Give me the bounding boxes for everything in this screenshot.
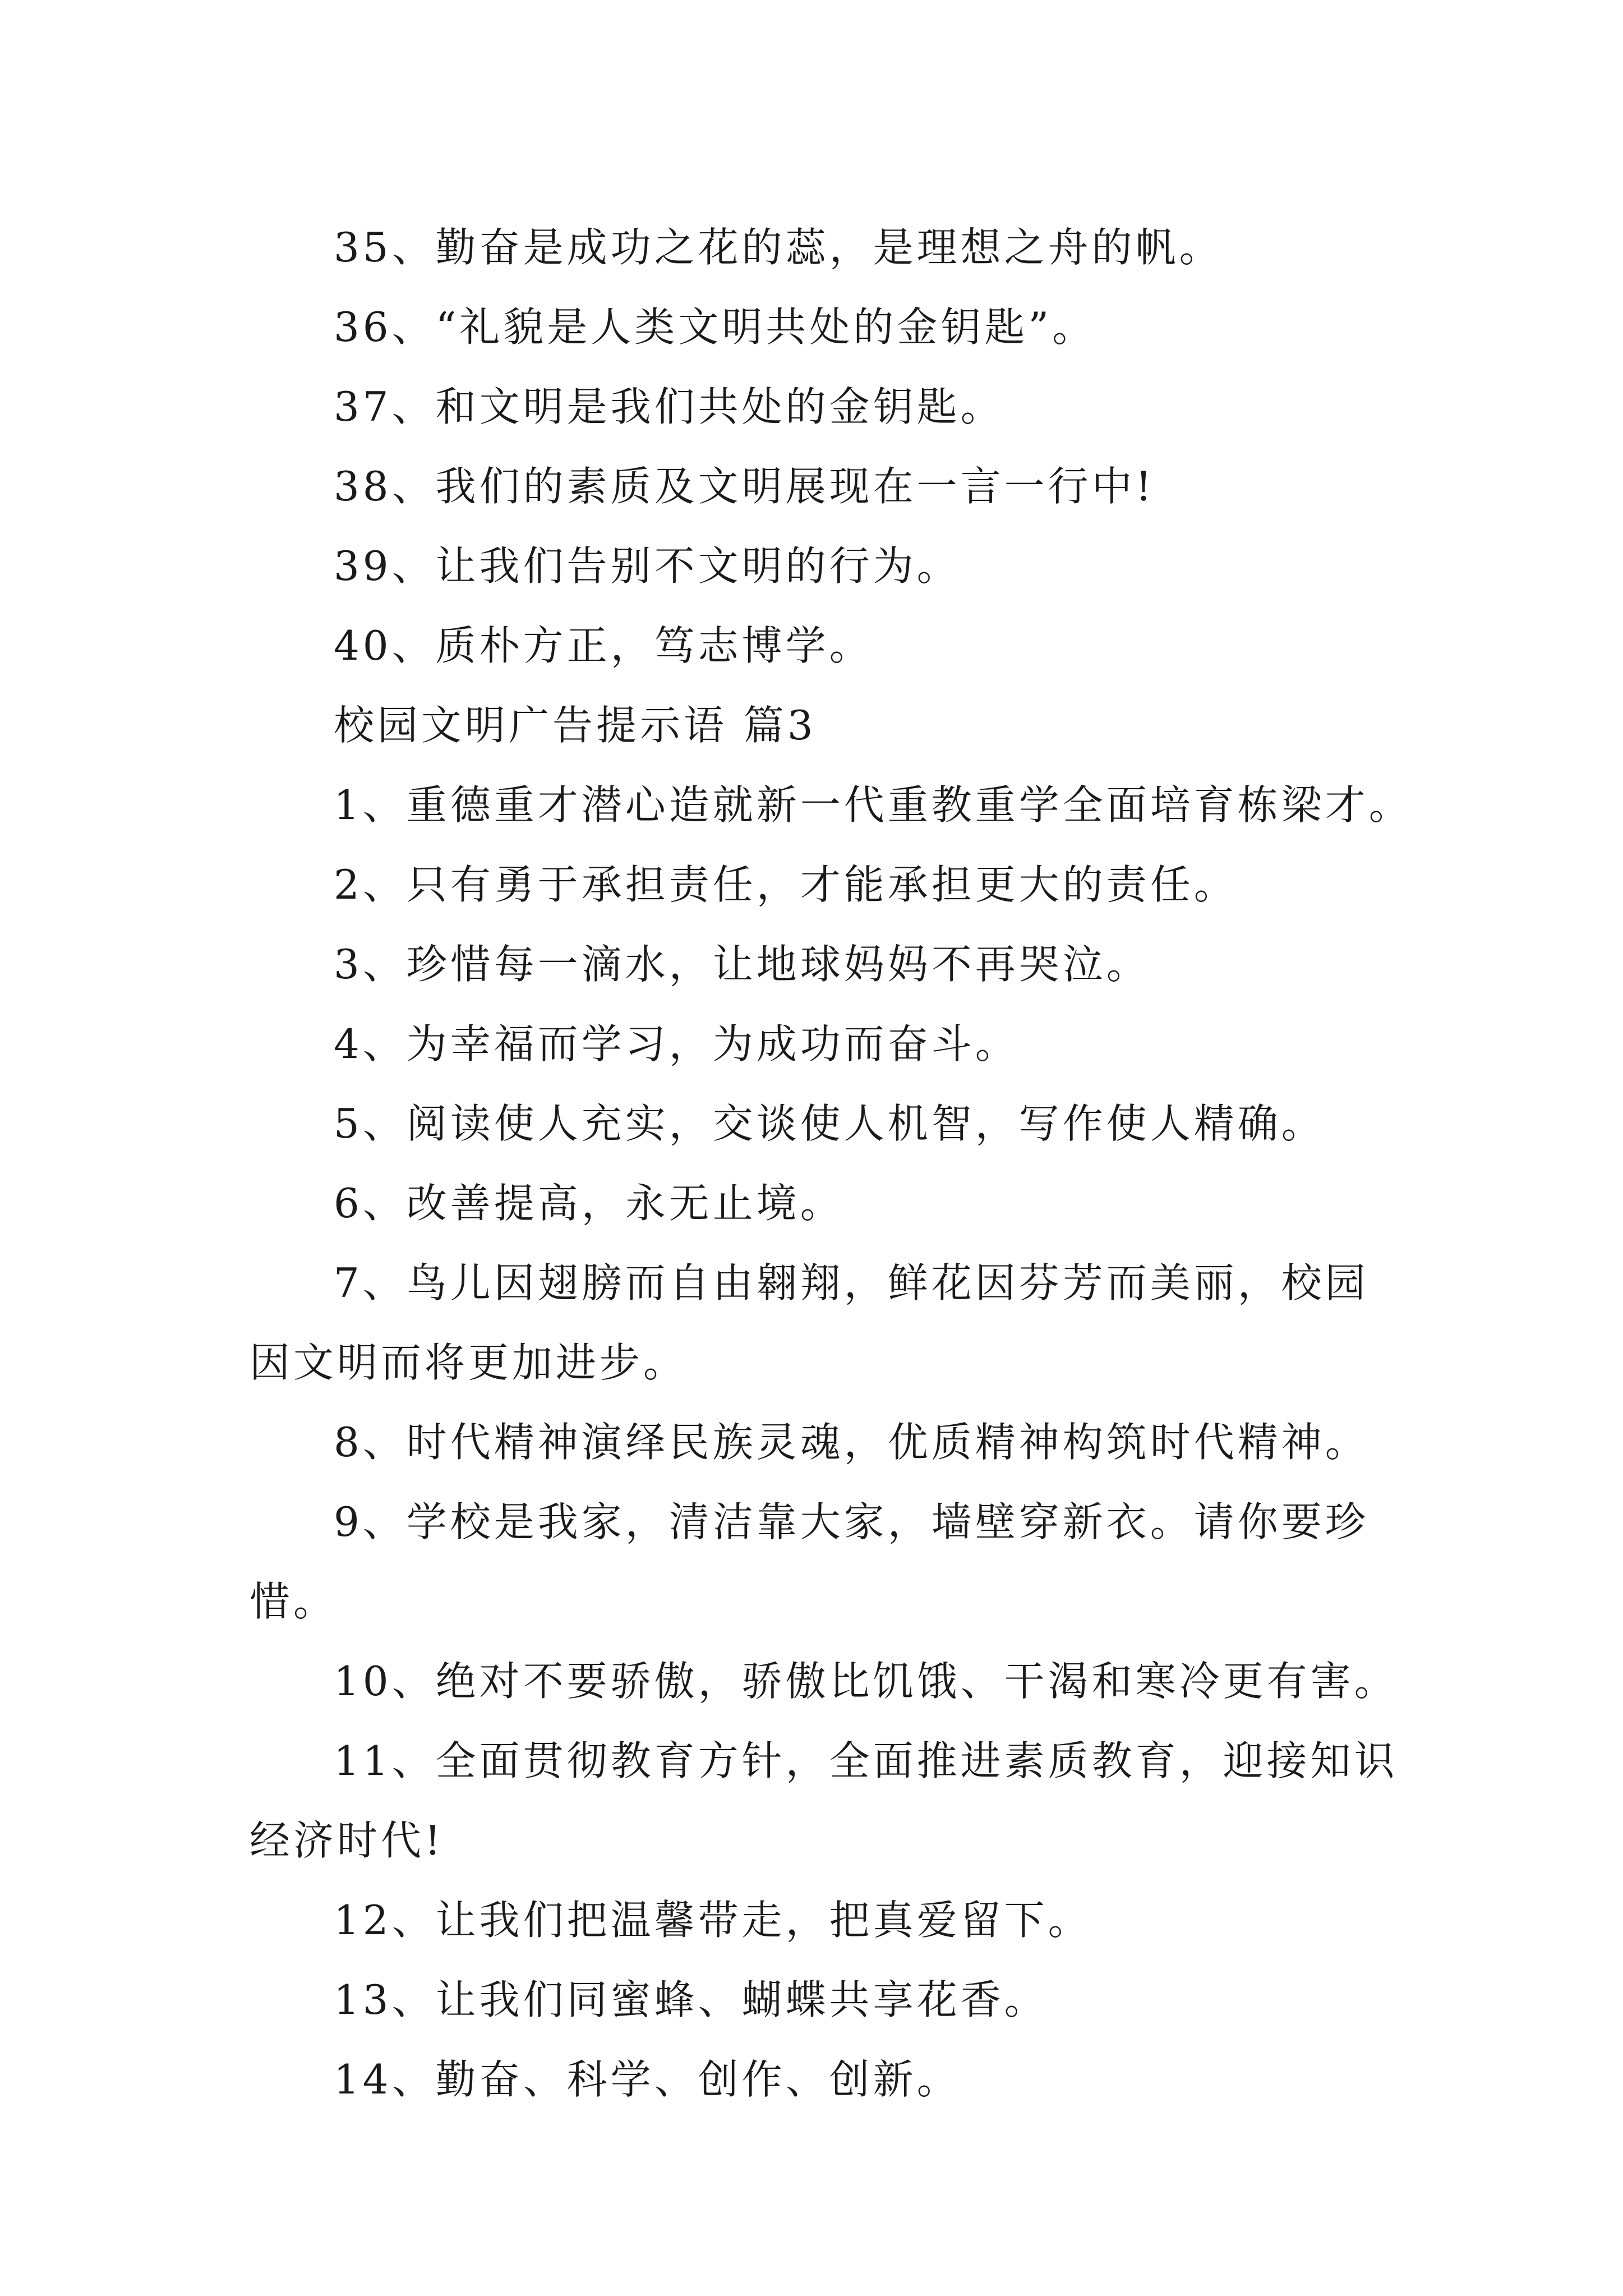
slogan-line: 3、珍惜每一滴水，让地球妈妈不再哭泣。 (334, 941, 1150, 988)
slogan-line: 2、只有勇于承担责任，才能承担更大的责任。 (334, 861, 1238, 908)
slogan-line: 12、让我们把温馨带走，把真爱留下。 (334, 1897, 1092, 1944)
slogan-continuation: 经济时代! (250, 1817, 444, 1864)
slogan-line: 37、和文明是我们共处的金钥匙。 (334, 383, 1004, 430)
slogan-continuation: 因文明而将更加进步。 (250, 1339, 688, 1386)
slogan-line: 8、时代精神演绎民族灵魂，优质精神构筑时代精神。 (334, 1419, 1369, 1466)
slogan-line: 11、全面贯彻教育方针，全面推进素质教育，迎接知识 (334, 1737, 1398, 1784)
slogan-line: 35、勤奋是成功之花的蕊，是理想之舟的帆。 (334, 224, 1223, 271)
slogan-line: 39、让我们告别不文明的行为。 (334, 542, 961, 590)
slogan-line: 4、为幸福而学习，为成功而奋斗。 (334, 1020, 1019, 1068)
slogan-line: 40、质朴方正，笃志博学。 (334, 622, 873, 669)
slogan-line: 38、我们的素质及文明展现在一言一行中! (334, 463, 1155, 510)
slogan-line: 6、改善提高，永无止境。 (334, 1180, 844, 1227)
slogan-line: 36、“礼貌是人类文明共处的金钥匙”。 (334, 303, 1096, 351)
slogan-line: 7、鸟儿因翅膀而自由翱翔，鲜花因芬芳而美丽，校园 (334, 1259, 1369, 1306)
slogan-line: 13、让我们同蜜蜂、蝴蝶共享花香。 (334, 1976, 1048, 2023)
slogan-line: 5、阅读使人充实，交谈使人机智，写作使人精确。 (334, 1100, 1325, 1147)
section-heading: 校园文明广告提示语 篇3 (334, 702, 817, 749)
slogan-continuation: 惜。 (250, 1578, 338, 1625)
slogan-line: 9、学校是我家，清洁靠大家，墙壁穿新衣。请你要珍 (334, 1498, 1369, 1545)
slogan-line: 1、重德重才潜心造就新一代重教重学全面培育栋梁才。 (334, 781, 1413, 829)
slogan-line: 10、绝对不要骄傲，骄傲比饥饿、干渴和寒冷更有害。 (334, 1658, 1398, 1705)
document-body (250, 208, 1427, 2119)
slogan-line: 14、勤奋、科学、创作、创新。 (334, 2056, 961, 2103)
